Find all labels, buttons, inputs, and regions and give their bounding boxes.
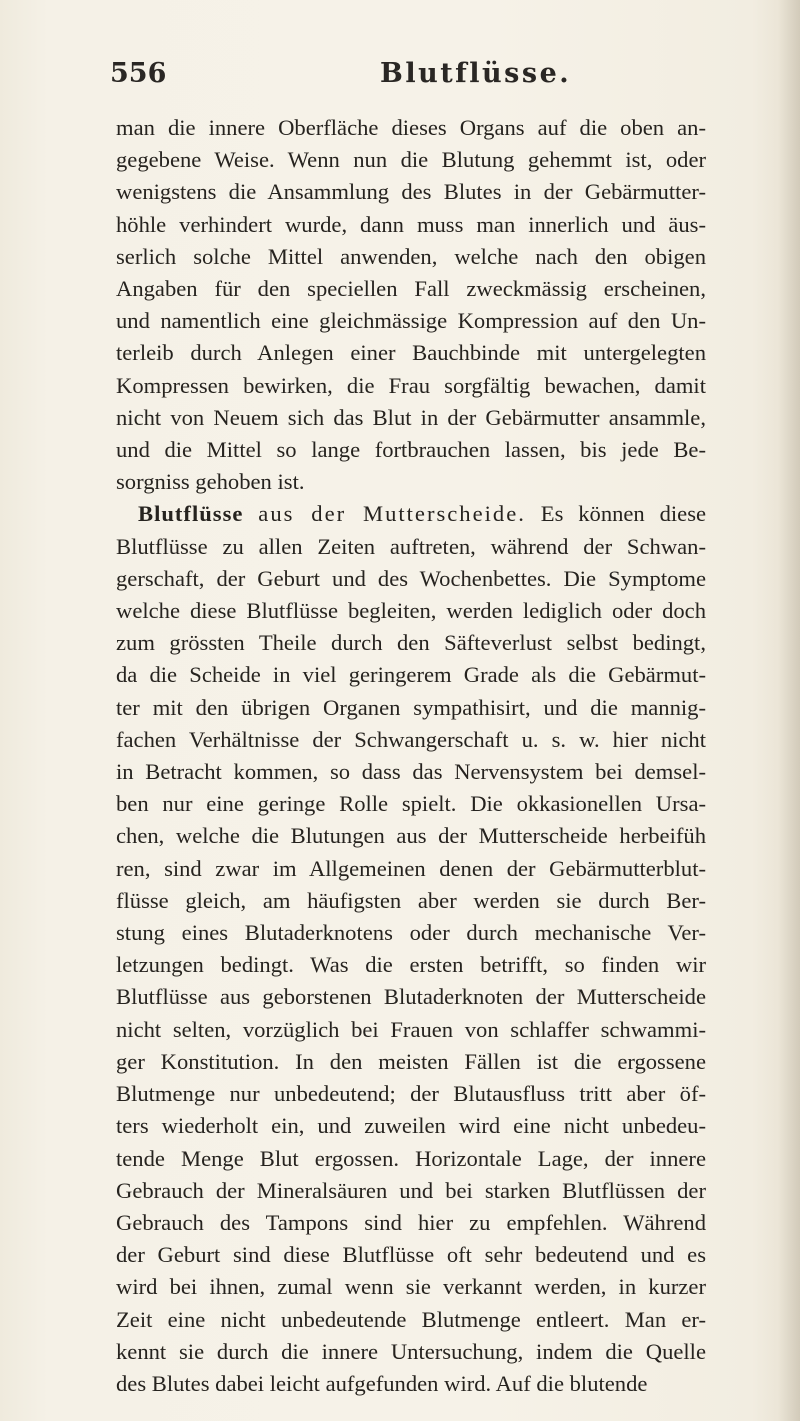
- text-fragment: Es können diese: [540, 501, 707, 527]
- text-line: höhle verhindert wurde, dann muss man innerlich und äus-: [116, 211, 706, 237]
- text-line: gegebene Weise. Wenn nun die Blutung gehemmt ist, oder: [116, 147, 706, 173]
- text-line: wenigstens die Ansammlung des Blutes in der Gebärmutter-: [116, 179, 706, 205]
- paragraph: [116, 498, 706, 1400]
- text-line: Zeit eine nicht unbedeutende Blutmenge entleert. Man er-: [116, 1306, 706, 1332]
- text-line: Gebrauch des Tampons sind hier zu empfehlen. Während: [116, 1209, 706, 1235]
- text-line: tende Menge Blut ergossen. Horizontale Lage, der innere: [116, 1145, 706, 1171]
- running-title: Blutflüsse.: [380, 58, 572, 89]
- text-line: fachen Verhältnisse der Schwangerschaft u. s. w. hier nicht: [116, 726, 706, 752]
- text-line: Blutflüsse aus geborstenen Blutaderknoten der Mutterscheide: [116, 984, 706, 1010]
- text-line: terleib durch Anlegen einer Bauchbinde mit untergelegten: [116, 340, 706, 366]
- text-line: in Betracht kommen, so dass das Nervensystem bei demsel-: [116, 759, 706, 785]
- section-heading-continuation: aus der Mutterscheide.: [258, 501, 526, 527]
- text-line: zum grössten Theile durch den Säfteverlust selbst bedingt,: [116, 630, 706, 656]
- text-line: stung eines Blutaderknotens oder durch mechanische Ver-: [116, 920, 706, 946]
- section-heading-line: [116, 498, 706, 530]
- text-line: ger Konstitution. In den meisten Fällen ist die ergossene: [116, 1048, 706, 1074]
- text-line: Blutmenge nur unbedeutend; der Blutausfluss tritt aber öf-: [116, 1081, 706, 1107]
- text-line: wird bei ihnen, zumal wenn sie verkannt werden, in kurzer: [116, 1274, 706, 1300]
- text-line: nicht von Neuem sich das Blut in der Gebärmutter ansammle,: [116, 404, 706, 430]
- text-line: man die innere Oberfläche dieses Organs auf die oben an-: [116, 115, 706, 140]
- text-line: sorgniss gehoben ist.: [116, 469, 305, 495]
- body-text: [116, 112, 706, 1400]
- text-line: ters wiederholt ein, und zuweilen wird eine nicht unbedeu-: [116, 1113, 706, 1139]
- text-line: kennt sie durch die innere Untersuchung, indem die Quelle: [116, 1338, 706, 1364]
- text-line: der Geburt sind diese Blutflüsse oft sehr bedeutend und es: [116, 1242, 706, 1268]
- text-line: Gebrauch der Mineralsäuren und bei starken Blutflüssen der: [116, 1177, 706, 1203]
- text-line: Kompressen bewirken, die Frau sorgfältig bewachen, damit: [116, 372, 706, 398]
- text-line: welche diese Blutflüsse begleiten, werden lediglich oder doch: [116, 598, 706, 624]
- text-line: flüsse gleich, am häufigsten aber werden sie durch Ber-: [116, 887, 706, 913]
- paragraph: [116, 112, 706, 498]
- text-line: und namentlich eine gleichmässige Kompression auf den Un-: [116, 308, 706, 334]
- text-line: letzungen bedingt. Was die ersten betrifft, so finden wir: [116, 952, 706, 978]
- text-line: des Blutes dabei leicht aufgefunden wird. Auf die blutende: [116, 1370, 648, 1396]
- text-line: ren, sind zwar im Allgemeinen denen der Gebärmutterblut-: [116, 855, 706, 881]
- text-line: Blutflüsse zu allen Zeiten auftreten, während der Schwan-: [116, 533, 706, 559]
- text-line: da die Scheide in viel geringerem Grade als die Gebärmut-: [116, 662, 706, 688]
- text-line: ter mit den übrigen Organen sympathisirt, und die mannig-: [116, 694, 706, 720]
- section-heading: Blutflüsse: [138, 501, 244, 527]
- text-line: serlich solche Mittel anwenden, welche nach den obigen: [116, 243, 706, 269]
- text-line: gerschaft, der Geburt und des Wochenbettes. Die Symptome: [116, 565, 706, 591]
- page-edge-shadow: [778, 0, 800, 1421]
- text-line: chen, welche die Blutungen aus der Mutterscheide herbeifüh: [116, 823, 706, 849]
- text-line: Angaben für den speciellen Fall zweckmässig erscheinen,: [116, 276, 706, 302]
- page-number: 556: [110, 58, 167, 89]
- page-header: [110, 58, 690, 98]
- text-line: nicht selten, vorzüglich bei Frauen von schlaffer schwammi-: [116, 1016, 706, 1042]
- text-line: und die Mittel so lange fortbrauchen lassen, bis jede Be-: [116, 437, 706, 463]
- text-line: ben nur eine geringe Rolle spielt. Die okkasionellen Ursa-: [116, 791, 706, 817]
